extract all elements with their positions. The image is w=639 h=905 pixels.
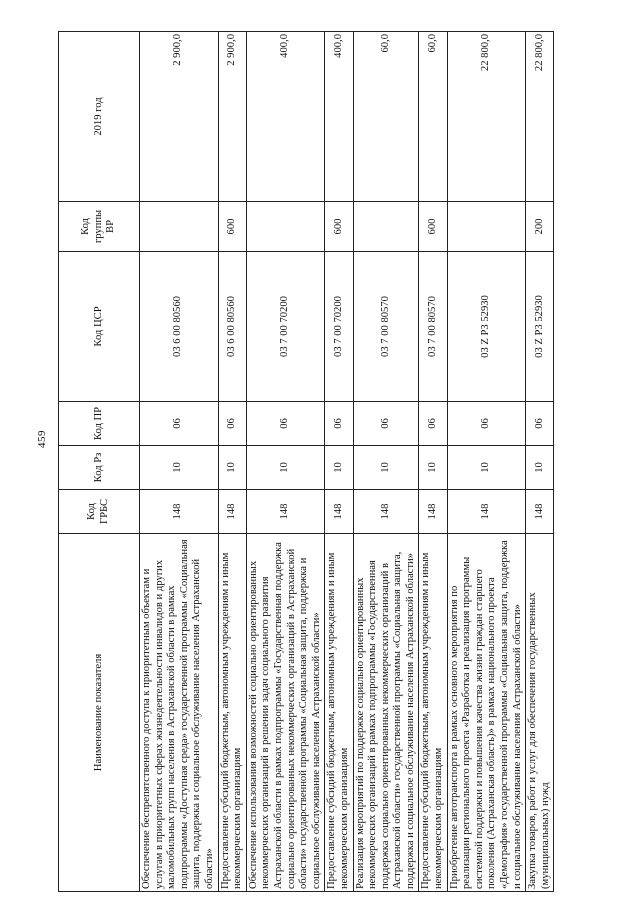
cell-grbs: 148	[218, 490, 246, 534]
cell-rz: 10	[419, 446, 447, 490]
cell-rz: 10	[353, 446, 419, 490]
cell-pr: 06	[246, 402, 325, 446]
cell-rz: 10	[140, 446, 219, 490]
table-row	[325, 32, 353, 892]
table-row	[140, 32, 219, 892]
table-row	[526, 32, 554, 892]
cell-rz: 10	[447, 446, 526, 490]
cell-rz: 10	[526, 446, 554, 490]
header-pr: Код ПР	[59, 402, 140, 446]
table-header-row	[59, 32, 140, 892]
cell-csr: 03 Z P3 52930	[526, 252, 554, 402]
header-grbs: Код ГРБС	[59, 490, 140, 534]
table-row	[447, 32, 526, 892]
cell-pr: 06	[140, 402, 219, 446]
rotated-page	[58, 32, 610, 892]
header-name: Наименование показателя	[59, 534, 140, 892]
cell-vr	[246, 202, 325, 252]
cell-year: 2 900,0	[140, 32, 219, 202]
cell-grbs: 148	[353, 490, 419, 534]
cell-vr	[353, 202, 419, 252]
cell-year: 400,0	[325, 32, 353, 202]
cell-name: Приобретение автотранспорта в рамках основного мероприятия по реализации регионального проекта «Разработка и реализация программы системной поддержки и повышения качества жизни граждан старшего поколения (Астраханская область)» в рамках национального проекта «Демография» государственной программы «Социальная защита, поддержка и социальное обслуживание населения Астраханской области»	[447, 534, 526, 892]
cell-grbs: 148	[140, 490, 219, 534]
cell-rz: 10	[246, 446, 325, 490]
cell-csr: 03 6 00 80560	[218, 252, 246, 402]
cell-name: Обеспечение беспрепятственного доступа к приоритетным объектам и услугам в приоритетных сферах жизнедеятельности инвалидов и других маломобильных групп населения в Астраханской области в рамках подпрограммы «Доступная среда» государственной программы «Социальная защита, поддержка и социальное обслуживание населения Астраханской области»	[140, 534, 219, 892]
cell-csr: 03 6 00 80560	[140, 252, 219, 402]
cell-vr: 200	[526, 202, 554, 252]
header-rz: Код Рз	[59, 446, 140, 490]
header-csr: Код ЦСР	[59, 252, 140, 402]
cell-name: Реализация мероприятий по поддержке социально ориентированных некоммерческих организаций в рамках подпрограммы «Государственная поддержка социально ориентированных некоммерческих организаций в Астраханской области» государственной программы «Социальная защита, поддержка и социальное обслуживание населения Астраханской области»	[353, 534, 419, 892]
table-row	[419, 32, 447, 892]
cell-pr: 06	[447, 402, 526, 446]
cell-pr: 06	[353, 402, 419, 446]
table-row	[353, 32, 419, 892]
cell-year: 60,0	[419, 32, 447, 202]
cell-grbs: 148	[447, 490, 526, 534]
cell-csr: 03 Z P3 52930	[447, 252, 526, 402]
cell-year: 2 900,0	[218, 32, 246, 202]
cell-name: Предоставление субсидий бюджетным, автономным учреждениям и иным некоммерческим организациям	[325, 534, 353, 892]
cell-rz: 10	[218, 446, 246, 490]
cell-year: 400,0	[246, 32, 325, 202]
cell-csr: 03 7 00 70200	[325, 252, 353, 402]
header-year: 2019 год	[59, 32, 140, 202]
page-number: 459	[36, 430, 48, 448]
cell-grbs: 148	[325, 490, 353, 534]
budget-table	[58, 31, 554, 892]
cell-vr	[447, 202, 526, 252]
cell-name: Предоставление субсидий бюджетным, автономным учреждениям и иным некоммерческим организациям	[218, 534, 246, 892]
header-vr: Код группы ВР	[59, 202, 140, 252]
table-row	[246, 32, 325, 892]
cell-pr: 06	[526, 402, 554, 446]
cell-pr: 06	[325, 402, 353, 446]
cell-grbs: 148	[246, 490, 325, 534]
cell-pr: 06	[419, 402, 447, 446]
cell-year: 22 800,0	[447, 32, 526, 202]
cell-rz: 10	[325, 446, 353, 490]
cell-name: Предоставление субсидий бюджетным, автономным учреждениям и иным некоммерческим организациям	[419, 534, 447, 892]
cell-name: Закупка товаров, работ и услуг для обеспечения государственных (муниципальных) нужд	[526, 534, 554, 892]
cell-vr: 600	[218, 202, 246, 252]
cell-csr: 03 7 00 70200	[246, 252, 325, 402]
cell-csr: 03 7 00 80570	[419, 252, 447, 402]
cell-year: 22 800,0	[526, 32, 554, 202]
table-row	[218, 32, 246, 892]
cell-name: Обеспечение использования возможностей социально ориентированных некоммерческих организаций в решении задач социального развития Астраханской области в рамках подпрограммы «Государственная поддержка социально ориентированных некоммерческих организаций в Астраханской области» государственной программы «Социальная защита, поддержка и социальное обслуживание населения Астраханской области»	[246, 534, 325, 892]
cell-grbs: 148	[419, 490, 447, 534]
cell-vr: 600	[325, 202, 353, 252]
cell-csr: 03 7 00 80570	[353, 252, 419, 402]
cell-grbs: 148	[526, 490, 554, 534]
cell-pr: 06	[218, 402, 246, 446]
cell-vr: 600	[419, 202, 447, 252]
cell-vr	[140, 202, 219, 252]
cell-year: 60,0	[353, 32, 419, 202]
